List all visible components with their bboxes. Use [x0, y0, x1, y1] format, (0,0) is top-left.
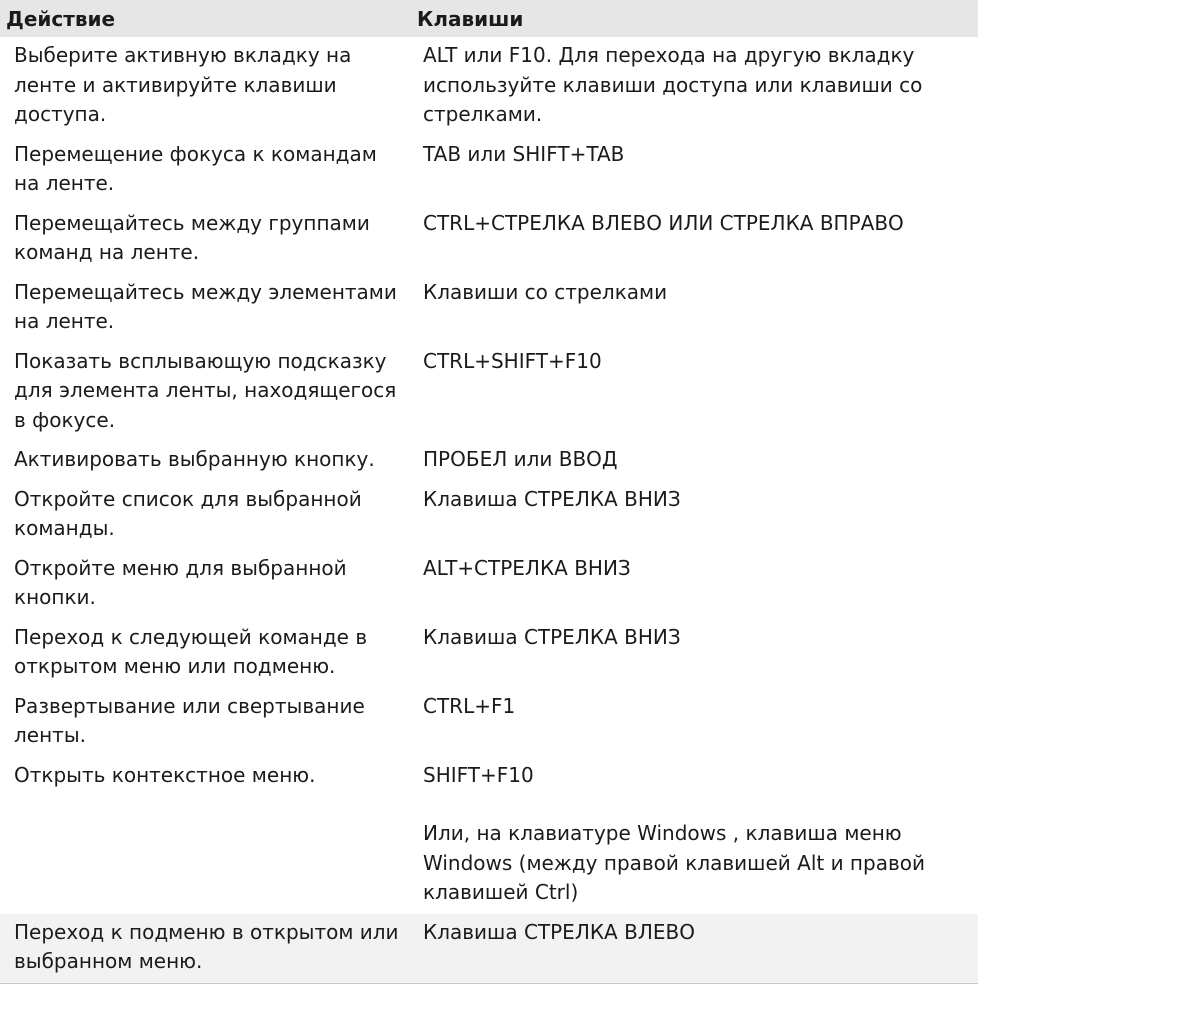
keys-cell: CTRL+SHIFT+F10	[409, 343, 978, 442]
table-row	[0, 274, 978, 343]
column-header-keys: Клавиши	[409, 0, 978, 37]
action-cell: Перемещение фокуса к командам на ленте.	[0, 136, 409, 205]
keys-cell: CTRL+СТРЕЛКА ВЛЕВО ИЛИ СТРЕЛКА ВПРАВО	[409, 205, 978, 274]
action-cell: Открыть контекстное меню.	[0, 757, 409, 914]
table-row	[0, 205, 978, 274]
keys-cell: Клавиша СТРЕЛКА ВНИЗ	[409, 619, 978, 688]
action-cell: Откройте список для выбранной команды.	[0, 481, 409, 550]
action-cell: Показать всплывающую подсказку для элемента ленты, находящегося в фокусе.	[0, 343, 409, 442]
action-cell: Выберите активную вкладку на ленте и активируйте клавиши доступа.	[0, 37, 409, 136]
keys-primary: SHIFT+F10	[423, 762, 534, 787]
action-cell: Перемещайтесь между элементами на ленте.	[0, 274, 409, 343]
table-header	[0, 0, 978, 37]
action-cell: Перемещайтесь между группами команд на ленте.	[0, 205, 409, 274]
table-row	[0, 550, 978, 619]
action-cell: Развертывание или свертывание ленты.	[0, 688, 409, 757]
table-header-row	[0, 0, 978, 37]
table-row	[0, 136, 978, 205]
keys-cell: ALT+СТРЕЛКА ВНИЗ	[409, 550, 978, 619]
table-row	[0, 343, 978, 442]
action-cell: Откройте меню для выбранной кнопки.	[0, 550, 409, 619]
table-row	[0, 619, 978, 688]
keys-cell: ALT или F10. Для перехода на другую вкладку используйте клавиши доступа или клавиши со стрелками.	[409, 37, 978, 136]
keys-cell: Клавиша СТРЕЛКА ВНИЗ	[409, 481, 978, 550]
table-row	[0, 37, 978, 136]
table-body	[0, 37, 978, 983]
table-row	[0, 481, 978, 550]
table-row	[0, 914, 978, 984]
table-row	[0, 441, 978, 481]
action-cell: Активировать выбранную кнопку.	[0, 441, 409, 481]
column-header-action: Действие	[0, 0, 409, 37]
keys-cell	[409, 757, 978, 914]
keys-cell: ПРОБЕЛ или ВВОД	[409, 441, 978, 481]
keys-cell: TAB или SHIFT+TAB	[409, 136, 978, 205]
keys-cell: Клавиши со стрелками	[409, 274, 978, 343]
action-cell: Переход к следующей команде в открытом меню или подменю.	[0, 619, 409, 688]
keys-cell: CTRL+F1	[409, 688, 978, 757]
table-row	[0, 688, 978, 757]
table-row	[0, 757, 978, 914]
keys-alternative: Или, на клавиатуре Windows , клавиша меню Windows (между правой клавишей Alt и правой клавишей Ctrl)	[423, 821, 925, 904]
keys-cell: Клавиша СТРЕЛКА ВЛЕВО	[409, 914, 978, 984]
action-cell: Переход к подменю в открытом или выбранном меню.	[0, 914, 409, 984]
